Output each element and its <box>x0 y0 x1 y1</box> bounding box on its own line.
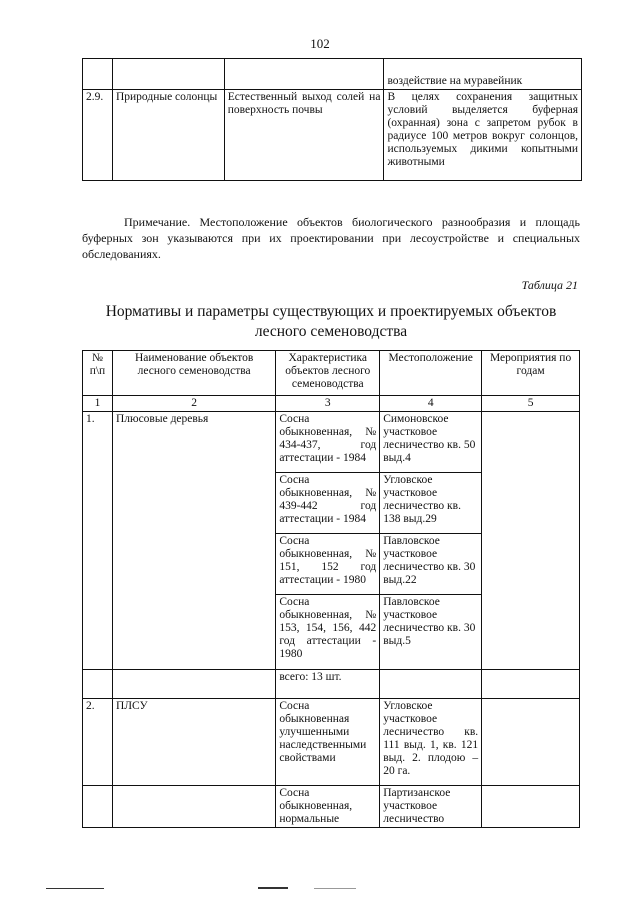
header-num: № п\п <box>83 351 113 396</box>
row-number: 2.9. <box>83 90 113 181</box>
table-row <box>83 786 580 828</box>
column-number: 3 <box>276 396 380 412</box>
column-number: 1 <box>83 396 113 412</box>
page-number: 102 <box>310 36 330 51</box>
row-number: 1. <box>83 412 113 670</box>
header-location: Местоположение <box>380 351 482 396</box>
note-paragraph: Примечание. Местоположение объектов биологического разнообразия и площадь буферных зон указываются при их проектировании при лесоустройстве и специальных обследованиях. <box>82 215 580 261</box>
object-name: ПЛСУ <box>112 699 275 786</box>
table-row <box>83 699 580 786</box>
header-measures: Мероприятия по годам <box>482 351 580 396</box>
location-cell: Угловское участковое лесничество кв. 111 выд. 1, кв. 121 выд. 2. плодою – 20 га. <box>380 699 482 786</box>
measures-cell: воздействие на муравейник <box>384 59 582 90</box>
location-cell: Угловское участковое лесничество кв. 138 выд.29 <box>380 473 482 534</box>
location-cell: Симоновское участковое лесничество кв. 50 выд.4 <box>380 412 482 473</box>
measures-cell <box>482 412 580 670</box>
characteristics-cell: Сосна обыкновенная, № 434-437, год аттестации - 1984 <box>276 412 380 473</box>
object-type: Естественный выход солей на поверхность почвы <box>224 90 384 181</box>
table-row <box>83 90 582 181</box>
table-row <box>83 412 580 473</box>
footer-mark <box>314 888 356 889</box>
characteristics-cell: Сосна обыкновенная, нормальные <box>276 786 380 828</box>
biodiversity-table-continuation <box>82 58 582 181</box>
characteristics-cell: Сосна обыкновенная улучшенными наследственными свойствами <box>276 699 380 786</box>
characteristics-cell: Сосна обыкновенная, № 153, 154, 156, 442 год аттестации - 1980 <box>276 595 380 670</box>
characteristics-cell: Сосна обыкновенная, № 439-442 год аттестации - 1984 <box>276 473 380 534</box>
header-row <box>83 351 580 396</box>
column-number: 5 <box>482 396 580 412</box>
location-cell: Павловское участковое лесничество кв. 30 выд.5 <box>380 595 482 670</box>
location-cell: Партизанское участковое лесничество <box>380 786 482 828</box>
location-cell: Павловское участковое лесничество кв. 30 выд.22 <box>380 534 482 595</box>
total-cell: всего: 13 шт. <box>276 670 380 699</box>
seed-production-table <box>82 350 580 828</box>
table-row <box>83 670 580 699</box>
table-row <box>83 59 582 90</box>
row-number: 2. <box>83 699 113 786</box>
object-name: Природные солонцы <box>112 90 224 181</box>
footer-rule <box>46 888 104 889</box>
object-name: Плюсовые деревья <box>112 412 275 670</box>
table-title: Нормативы и параметры существующих и проектируемых объектов лесного семеноводства <box>105 303 557 340</box>
column-number-row <box>83 396 580 412</box>
column-number: 2 <box>112 396 275 412</box>
footer-mark <box>258 887 288 889</box>
characteristics-cell: Сосна обыкновенная, № 151, 152 год аттестации - 1980 <box>276 534 380 595</box>
protection-measures: В целях сохранения защитных условий выделяется буферная (охранная) зона с запретом рубок в радиусе 100 метров вокруг солонцов, используемых дикими копытными животными <box>384 90 582 181</box>
table-label: Таблица 21 <box>521 278 578 292</box>
column-number: 4 <box>380 396 482 412</box>
header-name: Наименование объектов лесного семеноводства <box>112 351 275 396</box>
header-characteristics: Характеристика объектов лесного семеноводства <box>276 351 380 396</box>
